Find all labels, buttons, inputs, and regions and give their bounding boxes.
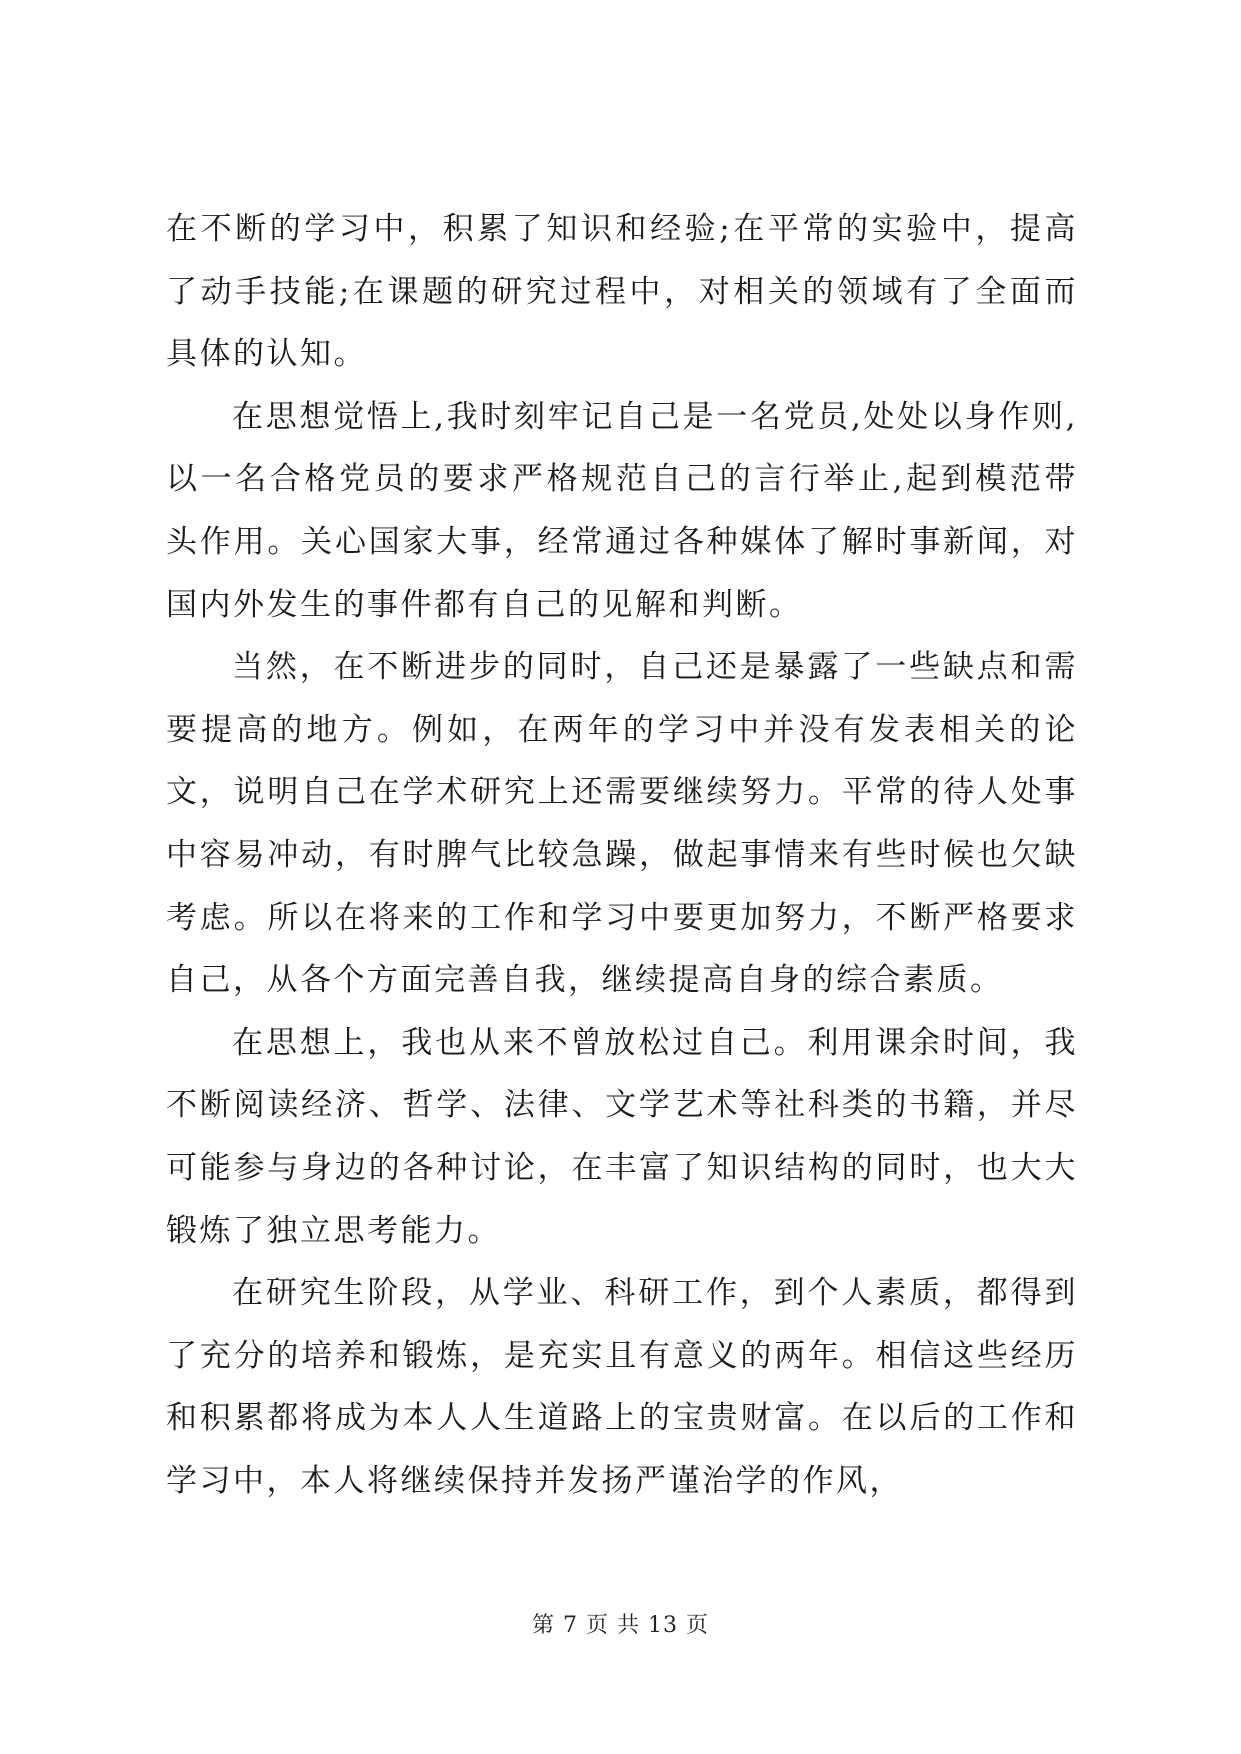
paragraph-4: 在思想上，我也从来不曾放松过自己。利用课余时间，我不断阅读经济、哲学、法律、文学艺术等社科类的书籍，并尽可能参与身边的各种讨论，在丰富了知识结构的同时，也大大锻炼了独立思考能力。 <box>166 1024 1078 1249</box>
document-body <box>166 198 1078 1512</box>
paragraph-2: 在思想觉悟上,我时刻牢记自己是一名党员,处处以身作则,以一名合格党员的要求严格规范自己的言行举止,起到模范带头作用。关心国家大事，经常通过各种媒体了解时事新闻，对国内外发生的事件都有自己的见解和判断。 <box>166 398 1078 623</box>
paragraph-1: 在不断的学习中，积累了知识和经验;在平常的实验中，提高了动手技能;在课题的研究过程中，对相关的领域有了全面而具体的认知。 <box>166 211 1078 373</box>
paragraph-5: 在研究生阶段，从学业、科研工作，到个人素质，都得到了充分的培养和锻炼，是充实且有意义的两年。相信这些经历和积累都将成为本人人生道路上的宝贵财富。在以后的工作和学习中，本人将继续保持并发扬严谨治学的作风， <box>166 1275 1078 1499</box>
page-number-footer: 第 7 页 共 13 页 <box>532 1613 709 1638</box>
paragraph-3: 当然，在不断进步的同时，自己还是暴露了一些缺点和需要提高的地方。例如，在两年的学习中并没有发表相关的论文，说明自己在学术研究上还需要继续努力。平常的待人处事中容易冲动，有时脾气比较急躁，做起事情来有些时候也欠缺考虑。所以在将来的工作和学习中要更加努力，不断严格要求自己，从各个方面完善自我，继续提高自身的综合素质。 <box>166 649 1078 999</box>
